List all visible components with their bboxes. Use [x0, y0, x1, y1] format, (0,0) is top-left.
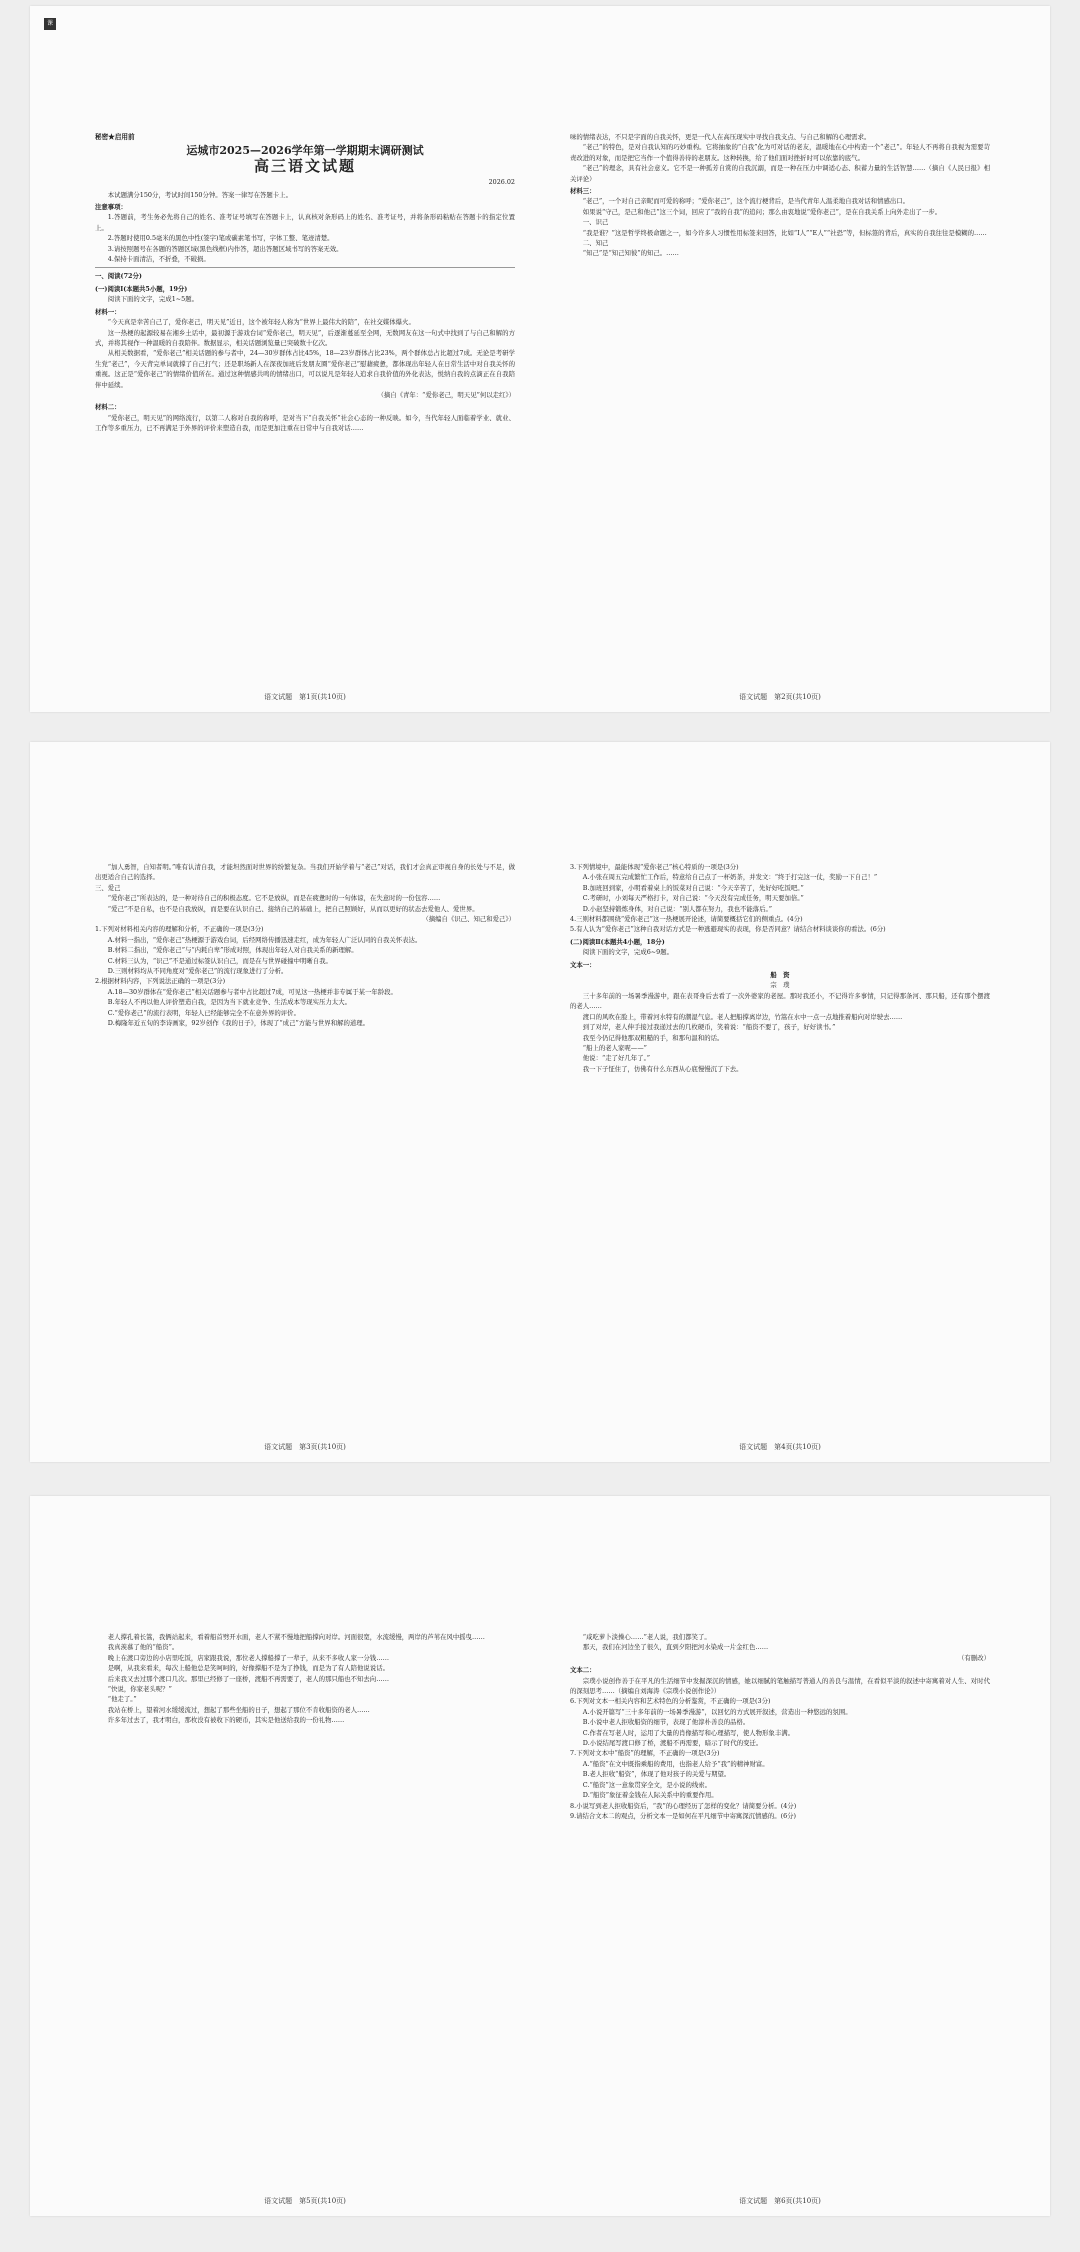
page-2	[570, 132, 990, 712]
note-item: 2.答题时使用0.5毫米的黑色中性(签字)笔或碳素笔书写，字体工整、笔迹清楚。	[107, 234, 334, 243]
body-paragraph: 我真羡慕了他的“船资”。	[107, 1643, 179, 1652]
note-item: 3.请按照题号在各题的答题区域(黑色线框)内作答，超出答题区域书写的答案无效。	[107, 244, 343, 253]
body-paragraph: 后来我又去过那个渡口几次。那里已经修了一座桥，渡船不再需要了，老人的那只船也不知去向……	[107, 1674, 389, 1683]
question-option: C.作者在写老人时，运用了大量的肖像描写和心理描写，使人物形象丰满。	[582, 1728, 794, 1737]
body-paragraph: 如果说“守己，是己和他己”这三个词，回应了“我的自我”的追问；那么由衷地说“爱你老己”，是在自我关系上向外走出了一步。	[582, 207, 942, 216]
question-option: A.小说开篇写“三十多年前的一场暑季漫游”，以回忆的方式展开叙述，营造出一种悠远的氛围。	[582, 1707, 852, 1716]
body-paragraph: “今天真是幸苦自己了，爱你老己，明天见”近日，这个被年轻人称为“世界上最伟大的陪”，在社交媒体爆火。	[107, 318, 415, 327]
body-paragraph: 渡口的风吹在脸上，带着河水特有的潮湿气息。老人把船撑离岸边，竹篙在水中一点一点地推着船向对岸驶去……	[582, 1012, 903, 1021]
question-stem: 3.下列情境中，最能体现“爱你老己”核心特质的一项是(3分)	[570, 863, 739, 871]
question-option: A.材料一指出，“爱你老己”热梗源于游戏台词，后经网络传播迅速走红，成为年轻人广泛认同的自我关怀表达。	[107, 935, 422, 944]
note-item: 1.答题前，考生务必先将自己的姓名、准考证号填写在答题卡上，认真核对条形码上的姓名、准考证号，并将条形码粘贴在答题卡的指定位置上。	[95, 213, 515, 232]
exam-intro: 本试题满分150分，考试时间150分钟。答案一律写在答题卡上。	[107, 190, 292, 199]
question-option: B.材料二指出，“爱你老己”与“内耗自卑”形成对照，体现出年轻人对自我关系的新理解。	[107, 946, 358, 955]
page-1	[95, 132, 515, 712]
body-paragraph: 我站在桥上，望着河水缓缓流过，想起了那些坐船的日子，想起了那位不肯收船资的老人……	[107, 1705, 370, 1714]
body-paragraph: “爱你老己”所表达的，是一种对待自己的积极态度。它不是放纵，而是在疲惫时的一句体谅，在失意时的一份包容……	[107, 894, 441, 903]
question-stem: 7.下列对文本中“船资”的理解，不正确的一项是(3分)	[570, 1749, 720, 1758]
subsection-label: 一、识己	[582, 218, 609, 227]
page-3	[95, 862, 515, 1462]
source-note: （有删改）	[958, 1653, 990, 1662]
body-paragraph: 我至今仍记得他那双粗糙的手，和那句温和的话。	[582, 1033, 724, 1042]
question-stem: 4.三则材料都围绕“爱你老己”这一热梗展开论述，请简要概括它们的侧重点。(4分)	[570, 915, 803, 924]
question-stem: 8.小说写到老人拒收船资后，“我”的心理经历了怎样的变化？请简要分析。(4分)	[570, 1801, 797, 1810]
body-paragraph: “知己”是“知己知彼”的知己。……	[582, 249, 679, 258]
page-6	[570, 1632, 990, 2216]
exam-sheet-1	[30, 6, 1050, 712]
body-paragraph: “老己”，一个对自己亲昵而可爱的称呼；“爱你老己”，这个流行梗背后，是当代青年人温柔地自我对话和情感出口。	[582, 197, 910, 206]
material-label: 材料二：	[95, 403, 121, 412]
note-item: 4.保持卡面清洁，不折叠，不破损。	[107, 255, 210, 264]
body-paragraph: 三十多年前的一场暑季漫游中，跟在表哥身后去看了一次外婆家的老屋。那时我还小，不记得许多事情，只记得那条河、那只船，还有那个摆渡的老人……	[570, 991, 990, 1011]
body-paragraph: “我是谁？”这是哲学终极命题之一，如今许多人习惯性用标签来回答，比如“I人”“E人”“社恐”等，但标签的背后，真实的自我往往是模糊的……	[582, 228, 987, 237]
subsection-label: 三、爱己	[95, 883, 121, 892]
body-paragraph: 那天，我们在河边坐了很久，直到夕阳把河水染成一片金红色……	[582, 1643, 769, 1652]
instruction-text: 阅读下面的文字，完成6~9题。	[582, 948, 673, 957]
body-paragraph: “船上的老人家呢——”	[582, 1043, 647, 1052]
body-paragraph: “爱己”不是自私，也不是自我放纵，而是要在认识自己、接纳自己的基础上，把自己照顾好，从而以更好的状态去爱他人、爱世界。	[107, 904, 479, 913]
question-option: B.小说中老人拒收船资的细节，表现了他淳朴善良的品格。	[582, 1718, 750, 1727]
text-label: 文本二：	[570, 1666, 596, 1675]
body-paragraph: 我一下子怔住了，仿佛有什么东西从心底慢慢沉了下去。	[582, 1064, 743, 1073]
body-paragraph: “快说，你家老头呢？”	[107, 1685, 172, 1694]
notes-title: 注意事项：	[95, 203, 127, 212]
source-note: （摘编自《识己、知己和爱己》）	[422, 915, 515, 924]
body-paragraph: 从相关数据看，“爱你老己”相关话题的参与者中，24—30岁群体占比45%，18—23岁群体占比23%，两个群体总占比超过7成。无论是考研学生党“老己”，今天背完单词就撑了自己打气；还是职场新人在深夜加班后发朋友圈“爱你老己”慰藉疲惫，都体现出年轻人在日常生活中对自我关怀的重视。这正是“爱你老己”的情绪价值所在。通过这种情感共鸣的情绪出口，可以说凡是年轻人追求自我价值的外化表达，悦纳自我的点滴正在自我陪伴中延续。	[95, 349, 515, 389]
exam-title: 运城市2025—2026学年第一学期期末调研测试	[186, 144, 424, 158]
question-option: C.“船资”这一意象贯穿全文，是小说的线索。	[582, 1780, 712, 1789]
question-option: B.年轻人不再以他人评价塑造自我，是因为当下就业竞争、生活成本等现实压力太大。	[107, 998, 351, 1007]
body-paragraph: “加人勇智，自知者明。”唯有认清自我，才能坦然面对世界的纷繁复杂。当我们开始学着与“老己”对话，我们才会真正审视自身的长处与不足，做出更适合自己的选择。	[95, 863, 515, 882]
question-option: D.梅隆年近五旬的李诗画家，92岁创作《我的日子》，体现了“成己”方能与世界和解的道理。	[107, 1019, 370, 1028]
source-note: （摘自《青年：“爱你老己，明天见”何以走红》）	[377, 390, 515, 399]
page-footer: 语文试题 第4页(共10页)	[739, 1443, 821, 1451]
question-option: D.“船资”象征着金钱在人际关系中的重要作用。	[582, 1791, 718, 1800]
body-paragraph: 他说：“走了好几年了。”	[582, 1054, 651, 1063]
instruction-text: 阅读下面的文字，完成1~5题。	[107, 295, 198, 304]
body-paragraph: “老己”的理念，具有社会意义。它不是一种孤芳自赏的自我沉溺，而是一种在压力中调适心态、积蓄力量的生活智慧……（摘自《人民日报》相关评论）	[570, 164, 990, 183]
question-stem: 5.有人认为“爱你老己”这种自我对话方式是一种逃避现实的表现，你是否同意？请结合材料谈谈你的看法。(6分)	[570, 925, 886, 934]
question-option: C.考研时，小刘每天严格打卡，对自己说：“今天没有完成任务，明天要加倍。”	[582, 894, 804, 903]
page-4	[570, 862, 990, 1462]
subsection-label: 二、知己	[582, 239, 609, 248]
body-paragraph: “咸吃萝卜淡操心……”老人说，我们都笑了。	[582, 1633, 711, 1641]
page-footer: 语文试题 第6页(共10页)	[739, 2197, 821, 2205]
secret-label: 秘密★启用前	[95, 133, 135, 141]
body-paragraph: “老己”的特色，是对自我认知的巧妙重构。它将抽象的“自我”化为可对话的老友，温暖地在心中构造一个“老己”。年轻人不再将自我视为需要苛责改进的对象，而是把它当作一个值得善待的老朋友。这种转换，给了他们面对挫折时可以依靠的底气。	[570, 143, 990, 162]
body-paragraph: 味的情绪表达，不只是字面的自我关怀，更是一代人在高压现实中寻找自我支点、与自己和解的心理需求。	[570, 133, 871, 141]
subsection-heading: (一)阅读Ⅰ(本题共5小题，19分)	[95, 284, 188, 293]
page-footer: 语文试题 第5页(共10页)	[264, 2197, 346, 2205]
body-paragraph: “爱你老己，明天见”的网络流行，以第二人称对自我的称呼，是对当下“自我关怀”社会心态的一种反映。如今，当代年轻人面临着学业、就业、工作等多重压力，已不再满足于外界的评价来塑造自我，而是更加注重在日常中与自我对话……	[95, 413, 515, 433]
question-stem: 6.下列对文本一相关内容和艺术特色的分析鉴赏，不正确的一项是(3分)	[570, 1697, 771, 1706]
question-option: A.“船资”在文中既指乘船的费用，也指老人给予“我”的精神财富。	[582, 1759, 769, 1768]
story-title: 船 资	[770, 971, 790, 980]
question-option: B.老人拒收“船资”，体现了他对孩子的关爱与期望。	[582, 1770, 731, 1779]
body-paragraph: 宗璞小说创作善于在平凡的生活细节中发掘深沉的情感，她以细腻的笔触描写普通人的善良与温情，在看似平淡的叙述中寄寓着对人生、对时代的深刻思考……（摘编自刘海涛《宗璞小说创作论》）	[570, 1676, 990, 1696]
story-author: 宗 璞	[770, 981, 790, 990]
question-option: D.三则材料均从不同角度对“爱你老己”的流行现象进行了分析。	[107, 967, 288, 976]
section-heading: 一、阅读(72分)	[95, 272, 142, 281]
exam-date: 2026.02	[488, 178, 515, 187]
question-option: A.18—30岁群体在“爱你老己”相关话题参与者中占比超过7成，可见这一热梗并非专属于某一年龄段。	[107, 987, 397, 996]
question-option: C.材料三认为，“识己”不是通过标签认识自己，而是在与世界碰撞中明晰自我。	[107, 956, 332, 965]
text-label: 文本一：	[570, 960, 596, 969]
material-label: 材料一：	[95, 307, 121, 316]
page-5	[95, 1632, 515, 2216]
page-footer: 语文试题 第2页(共10页)	[739, 693, 821, 701]
body-paragraph: 许多年过去了，我才明白，那枚没有被收下的硬币，其实是他送给我的一份礼物……	[107, 1716, 345, 1725]
subsection-heading: (二)阅读Ⅱ(本题共4小题，18分)	[570, 937, 665, 946]
material-label: 材料三：	[570, 187, 596, 196]
question-option: C.“爱你老己”的流行表明，年轻人已经能够完全不在意外界的评价。	[107, 1008, 300, 1017]
body-paragraph: 老人撑孔着长篙，我俩站起来，看着船首劈开水面，老人不紧不慢地把船撑向对岸。河面很宽，水流缓慢，两岸的芦苇在风中摇曳……	[107, 1633, 485, 1641]
question-stem: 9.请结合文本二的观点，分析文本一是如何在平凡细节中寄寓深沉情感的。(6分)	[570, 1811, 797, 1820]
question-option: D.小赵坚持锻炼身体，对自己说：“别人都在努力，我也不能落后。”	[582, 904, 772, 913]
exam-sheet-3	[30, 1496, 1050, 2216]
exam-subtitle: 高三语文试题	[253, 156, 356, 175]
body-paragraph: 是啊，从我来看来，每次上船他总是笑呵呵的，好像撑船不是为了挣钱，而是为了有人陪他说说话。	[107, 1664, 389, 1673]
exam-sheet-2	[30, 742, 1050, 1462]
body-paragraph: 到了对岸，老人伸手接过我递过去的几枚硬币，笑着说：“船资不要了，孩子，好好读书。”	[582, 1023, 836, 1032]
question-stem: 1.下列对材料相关内容的理解和分析，不正确的一项是(3分)	[95, 925, 264, 934]
question-option: A.小张在周五完成繁忙工作后，特意给自己点了一杯奶茶，并发文：“终于打完这一仗，奖励一下自己！”	[582, 873, 878, 882]
page-footer: 语文试题 第3页(共10页)	[264, 1443, 346, 1451]
page-footer: 语文试题 第1页(共10页)	[264, 693, 346, 701]
divider	[95, 267, 515, 268]
body-paragraph: 这一热梗的起源较易在湘乡土话中，最初源于游戏台词“爱你老己，明天见”，后逐渐蔓延至全网，无数网友在这一句式中找到了与自己和解的方式，并将其视作一种温暖的自我陪伴。数据显示，相关话题浏览量已突破数十亿次。	[95, 328, 515, 347]
body-paragraph: “他走了。”	[107, 1695, 137, 1704]
question-option: D.小说结尾写渡口修了桥，渡船不再需要，暗示了时代的变迁。	[582, 1739, 763, 1748]
body-paragraph: 晚上在渡口旁边的小店里吃饭，店家跟我说，那位老人撑船撑了一辈子，从来不多收人家一分钱……	[107, 1653, 389, 1662]
question-stem: 2.根据材料内容，下列说法正确的一项是(3分)	[95, 977, 226, 986]
corner-mark: 课	[44, 18, 56, 30]
question-option: B.加班回到家，小明看着桌上的饭菜对自己说：“今天辛苦了，先好好吃饭吧。”	[582, 883, 804, 892]
